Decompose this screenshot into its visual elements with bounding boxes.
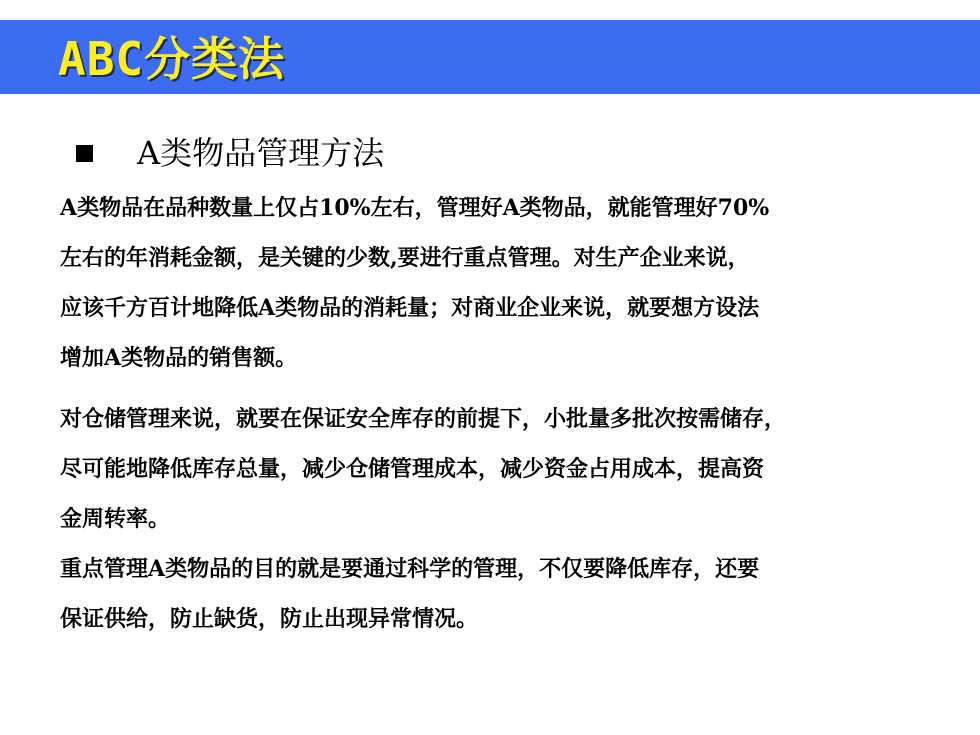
square-bullet-icon [76,145,93,162]
heading-row [76,128,384,178]
text-line: 左右的年消耗金额，是关键的少数,要进行重点管理。对生产企业来说， [60,245,750,271]
text-line: 对仓储管理来说，就要在保证安全库存的前提下，小批量多批次按需储存， [60,406,787,432]
text-line: 尽可能地降低库存总量，减少仓储管理成本，减少资金占用成本，提高资 [60,456,765,482]
slide-title: ABC分类法 [58,32,286,86]
text-line: A类物品在品种数量上仅占10%左右，管理好A类物品，就能管理好70% [60,195,770,221]
text-line: 保证供给，防止缺货，防止出现异常情况。 [60,606,479,632]
paragraph-3 [60,544,960,644]
paragraph-2 [60,394,960,544]
section-heading: A类物品管理方法 [137,134,385,172]
body-text [60,183,960,644]
text-line: 重点管理A类物品的目的就是要通过科学的管理，不仅要降低库存，还要 [60,556,760,582]
paragraph-1 [60,183,960,383]
text-line: 金周转率。 [60,506,171,532]
text-line: 应该千方百计地降低A类物品的消耗量；对商业企业来说，就要想方设法 [60,295,760,321]
text-line: 增加A类物品的销售额。 [60,345,298,371]
